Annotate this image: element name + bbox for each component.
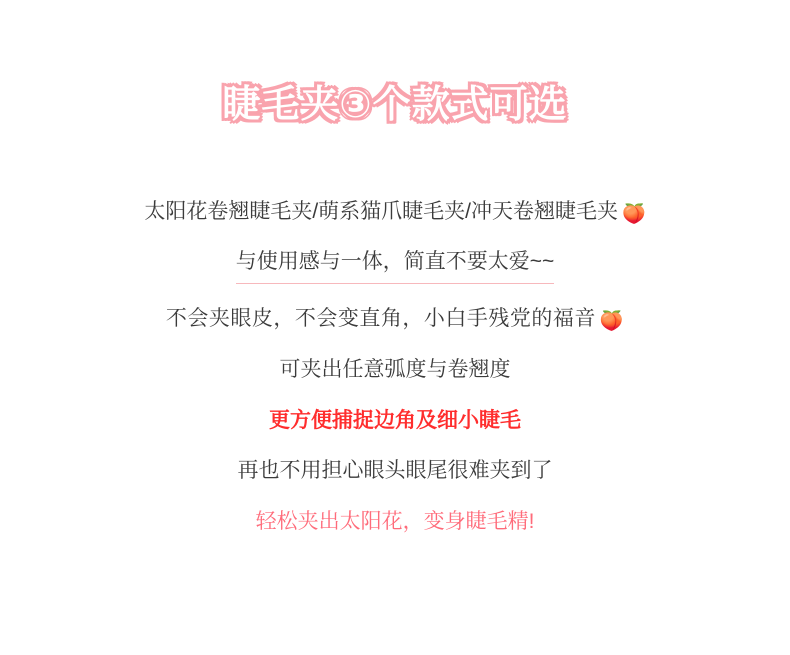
page-title: 睫毛夹③个款式可选 <box>222 82 568 127</box>
feature-list <box>0 196 790 537</box>
feature-text: 可夹出任意弧度与卷翘度 <box>279 357 511 381</box>
feature-text: 更方便捕捉边角及细小睫毛 <box>269 408 521 432</box>
feature-line-any-curve <box>0 355 790 385</box>
feature-line-no-pinch-eyelid <box>0 304 790 336</box>
peach-icon: 🍑 <box>622 203 646 225</box>
feature-text: 不会夹眼皮，不会变直角，小白手残党的福音 <box>165 306 596 330</box>
feature-line-no-worry-corners <box>0 456 790 486</box>
feature-text: 轻松夹出太阳花，变身睫毛精! <box>255 509 535 533</box>
page-title-container <box>0 56 790 154</box>
peach-icon: 🍑 <box>599 309 625 332</box>
feature-line-feel-and-use <box>0 247 790 284</box>
feature-text: 太阳花卷翘睫毛夹/萌系猫爪睫毛夹/冲天卷翘睫毛夹 <box>144 200 618 223</box>
feature-text: 再也不用担心眼头眼尾很难夹到了 <box>237 459 553 483</box>
feature-line-styles-list <box>0 196 790 229</box>
feature-text: 与使用感与一体，简直不要太爱~~ <box>236 247 555 284</box>
feature-line-catch-corners <box>0 404 790 436</box>
feature-line-become-lash-fairy <box>0 507 790 537</box>
